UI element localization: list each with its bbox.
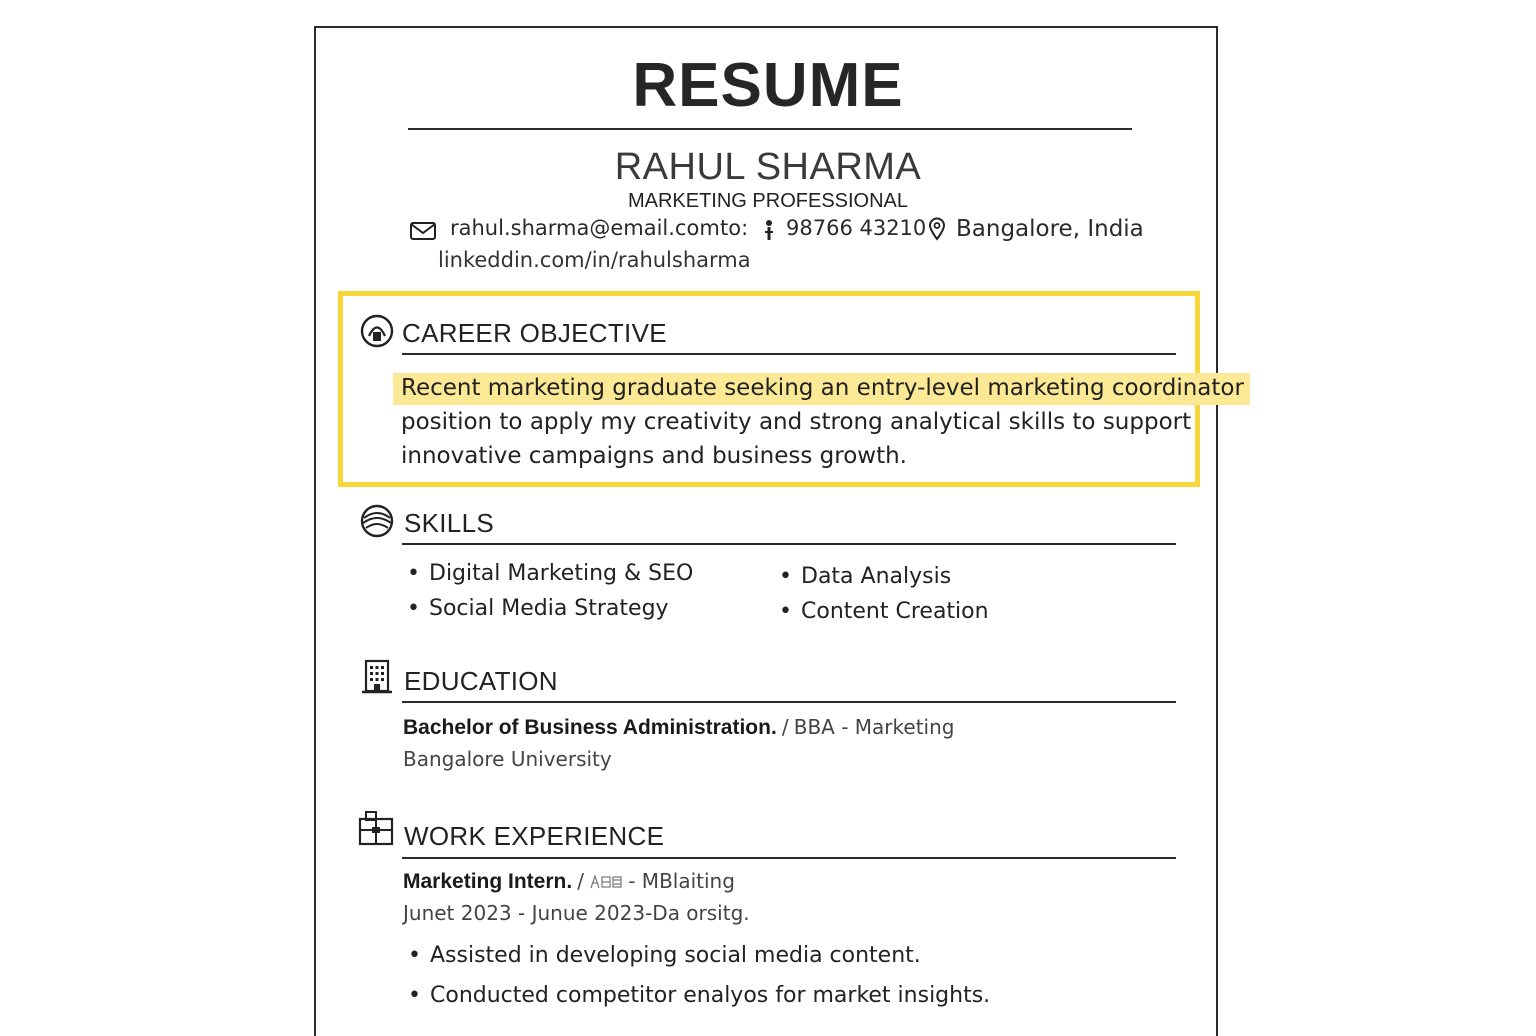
- skill-item: • Digital Marketing & SEO: [429, 561, 693, 586]
- job-bullet: • Conducted competitor enalyos for market insights.: [430, 983, 990, 1008]
- degree-major: BBA - Marketing: [793, 715, 955, 739]
- phone-number[interactable]: 98766 43210: [786, 216, 927, 240]
- objective-line-3: innovative campaigns and business growth.: [401, 443, 907, 469]
- education-rule: [402, 701, 1176, 703]
- skills-rule: [402, 543, 1176, 545]
- career-objective-heading: CAREER OBJECTIVE: [402, 318, 667, 348]
- email-link[interactable]: rahul.sharma@email.com: [450, 216, 720, 240]
- building-icon: [360, 658, 394, 694]
- contact-row: [408, 216, 1148, 246]
- job-bullet: • Assisted in developing social media content.: [430, 943, 921, 968]
- envelope-icon: [410, 222, 436, 240]
- skills-heading: SKILLS: [404, 508, 494, 538]
- job-title: Marketing Intern.: [403, 870, 573, 893]
- work-experience-heading: WORK EXPERIENCE: [404, 821, 665, 851]
- objective-line-2: position to apply my creativity and strong analytical skills to support: [401, 409, 1192, 435]
- degree-name: Bachelor of Business Administration.: [403, 716, 777, 739]
- job-dates: Junet 2023 - Junue 2023-Da orsitg.: [403, 901, 750, 925]
- education-degree-line: [403, 715, 954, 740]
- skill-item: • Data Analysis: [801, 564, 951, 589]
- job-title-line: [403, 869, 735, 894]
- job-separator: /: [577, 869, 585, 893]
- phone-icon: [763, 219, 775, 241]
- career-objective-rule: [402, 353, 1176, 355]
- resume-page: [314, 26, 1244, 1036]
- title-divider: [408, 128, 1132, 130]
- location-pin-icon: [928, 217, 946, 241]
- candidate-name: RAHUL SHARMA: [614, 146, 922, 188]
- skill-item: • Content Creation: [801, 599, 989, 624]
- school-name: Bangalore University: [403, 747, 612, 771]
- work-experience-rule: [402, 857, 1176, 859]
- skill-item: • Social Media Strategy: [429, 596, 669, 621]
- linkedin-link[interactable]: linkeddin.com/in/rahulsharma: [438, 248, 751, 272]
- location-text: Bangalore, India: [956, 216, 1144, 242]
- target-icon: [360, 314, 394, 348]
- degree-separator: /: [781, 715, 789, 739]
- candidate-role: MARKETING PROFESSIONAL: [627, 190, 909, 212]
- skills-icon: [360, 504, 394, 538]
- education-heading: EDUCATION: [404, 666, 558, 696]
- document-title: RESUME: [632, 51, 904, 120]
- company-logo-icon: [589, 874, 623, 890]
- career-objective-text: [401, 371, 1250, 473]
- highlighted-phrase: Recent marketing graduate seeking an entry-level marketing coordinator: [393, 373, 1250, 405]
- phone-label: to:: [720, 216, 749, 240]
- company-name: - MBlaiting: [628, 869, 735, 893]
- briefcase-icon: [358, 810, 394, 846]
